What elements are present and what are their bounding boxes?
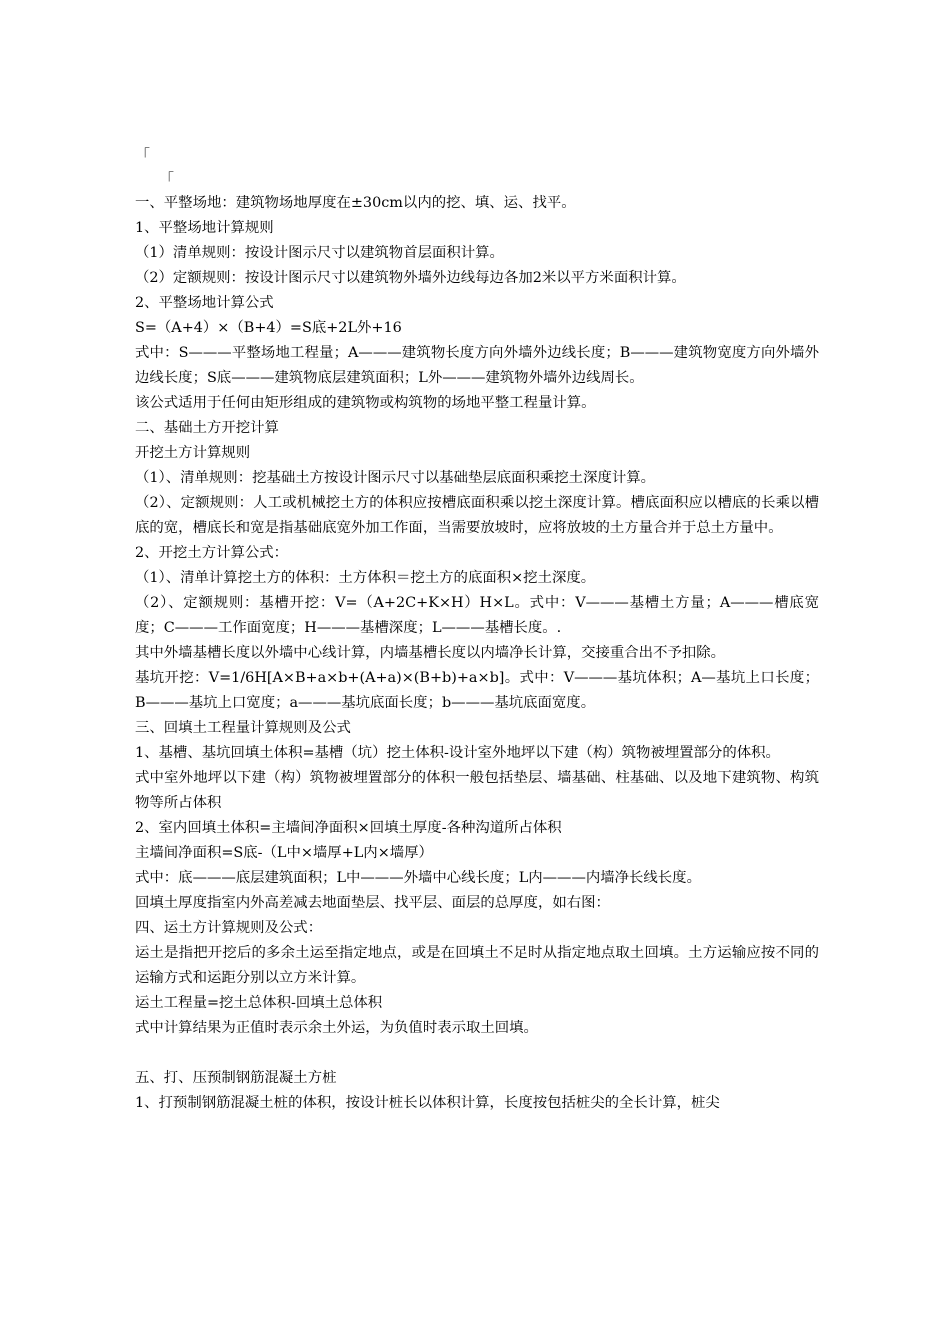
paragraph: （1）、清单计算挖土方的体积：土方体积＝挖土方的底面积×挖土深度。 <box>135 570 596 586</box>
paragraph: （1）、清单规则：挖基础土方按设计图示尺寸以基础垫层底面积乘挖土深度计算。 <box>135 470 656 486</box>
paragraph: 1、基槽、基坑回填土体积=基槽（坑）挖土体积-设计室外地坪以下建（构）筑物被埋置部分的体积。 <box>135 745 780 761</box>
subsection-heading: 2、开挖土方计算公式： <box>135 545 289 561</box>
section-heading: 一、平整场地：建筑物场地厚度在±30cm以内的挖、填、运、找平。 <box>135 195 576 211</box>
formula: S=（A+4）×（B+4）=S底+2L外+16 <box>135 320 402 336</box>
paragraph: 式中室外地坪以下建（构）筑物被埋置部分的体积一般包括垫层、墙基础、柱基础、以及地下建筑物、构筑物等所占体积 <box>135 770 819 811</box>
corner-mark: 「 <box>159 170 175 188</box>
blank-line <box>135 1041 819 1066</box>
section-heading: 三、回填土工程量计算规则及公式 <box>135 720 351 736</box>
formula: 基坑开挖：V=1/6H[A×B+a×b+(A+a)×(B+b)+a×b]。式中：V———基坑体积；A—基坑上口长度；B———基坑上口宽度；a———基坑底面长度；b———基坑底面宽度。 <box>135 670 819 711</box>
formula: 2、室内回填土体积=主墙间净面积×回填土厚度-各种沟道所占体积 <box>135 820 562 836</box>
formula: 主墙间净面积=S底-（L中×墙厚+L内×墙厚） <box>135 845 433 861</box>
document-page <box>135 143 819 1116</box>
paragraph: 该公式适用于任何由矩形组成的建筑物或构筑物的场地平整工程量计算。 <box>135 395 596 411</box>
subsection-heading: 1、平整场地计算规则 <box>135 220 274 236</box>
paragraph: 回填土厚度指室内外高差减去地面垫层、找平层、面层的总厚度，如右图： <box>135 895 610 911</box>
paragraph: 式中：S———平整场地工程量；A———建筑物长度方向外墙外边线长度；B———建筑物宽度方向外墙外边线长度；S底———建筑物底层建筑面积；L外———建筑物外墙外边线周长。 <box>135 345 819 386</box>
paragraph: 式中：底———底层建筑面积；L中———外墙中心线长度；L内———内墙净长线长度。 <box>135 870 701 886</box>
formula: 运土工程量=挖土总体积-回填土总体积 <box>135 995 383 1011</box>
paragraph: （2）定额规则：按设计图示尺寸以建筑物外墙外边线每边各加2米以平方米面积计算。 <box>135 270 686 286</box>
paragraph: 1、打预制钢筋混凝土桩的体积，按设计桩长以体积计算，长度按包括桩尖的全长计算，桩尖 <box>135 1095 720 1111</box>
section-heading: 四、运土方计算规则及公式： <box>135 920 323 936</box>
section-heading: 五、打、压预制钢筋混凝土方桩 <box>135 1070 337 1086</box>
paragraph: （1）清单规则：按设计图示尺寸以建筑物首层面积计算。 <box>135 245 504 261</box>
paragraph: 式中计算结果为正值时表示余土外运，为负值时表示取土回填。 <box>135 1020 538 1036</box>
paragraph: 其中外墙基槽长度以外墙中心线计算，内墙基槽长度以内墙净长计算，交接重合出不予扣除。 <box>135 645 726 661</box>
paragraph: （2）、定额规则：基槽开挖：V=（A+2C+K×H）H×L。式中：V———基槽土方量；A———槽底宽度；C———工作面宽度；H———基槽深度；L———基槽长度。. <box>135 595 819 636</box>
subsection-heading: 开挖土方计算规则 <box>135 445 251 461</box>
corner-mark: 「 <box>135 146 151 164</box>
subsection-heading: 2、平整场地计算公式 <box>135 295 274 311</box>
paragraph: （2）、定额规则：人工或机械挖土方的体积应按槽底面积乘以挖土深度计算。槽底面积应以槽底的长乘以槽底的宽，槽底长和宽是指基础底宽外加工作面，当需要放坡时，应将放坡的土方量合并于总土方量中。 <box>135 495 819 536</box>
section-heading: 二、基础土方开挖计算 <box>135 420 279 436</box>
paragraph: 运土是指把开挖后的多余土运至指定地点，或是在回填土不足时从指定地点取土回填。土方运输应按不同的运输方式和运距分别以立方米计算。 <box>135 945 819 986</box>
